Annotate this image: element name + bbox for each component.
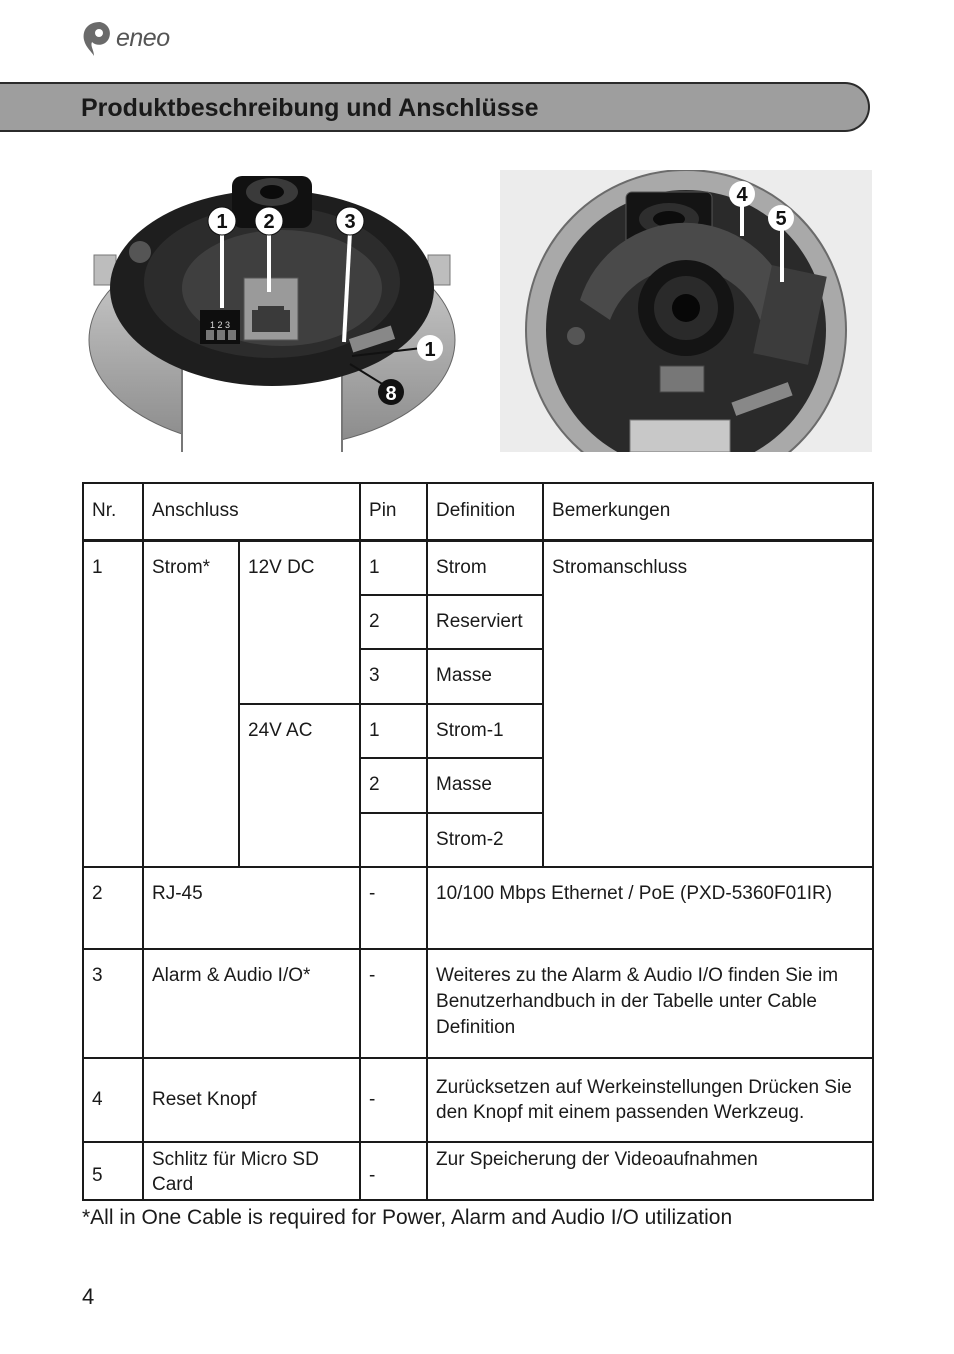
- table-row: [83, 1142, 873, 1200]
- cell-voltage-dc: 12V DC: [239, 540, 360, 704]
- cell-description: Weiteres zu the Alarm & Audio I/O finden Sie im Benutzerhandbuch in der Tabelle unter Cable Definition: [427, 949, 873, 1058]
- cell-definition: Reserviert: [427, 595, 543, 649]
- cell-pin: 3: [360, 649, 427, 704]
- eneo-logo: [80, 18, 190, 58]
- cell-pin: 2: [360, 758, 427, 813]
- cell-definition: Masse: [427, 649, 543, 704]
- header-definition: Definition: [427, 483, 543, 540]
- cell-nr: 1: [83, 540, 143, 867]
- cell-anschluss: Alarm & Audio I/O*: [143, 949, 360, 1058]
- connector-table: [82, 482, 874, 1201]
- header-bemerkungen: Bemerkungen: [543, 483, 873, 540]
- cell-pin: -: [360, 949, 427, 1058]
- cell-anschluss: Reset Knopf: [143, 1058, 360, 1142]
- header-pin: Pin: [360, 483, 427, 540]
- cell-description: Zur Speicherung der Videoaufnahmen: [427, 1142, 873, 1200]
- page-title: Produktbeschreibung und Anschlüsse: [81, 94, 539, 122]
- cell-anschluss: Strom*: [143, 540, 239, 867]
- camera-interior-illustration: [500, 170, 872, 452]
- callout-8: 8: [385, 383, 397, 405]
- cell-remark: Stromanschluss: [543, 540, 873, 867]
- table-row: [83, 540, 873, 595]
- cell-pin: -: [360, 1142, 427, 1200]
- eneo-logo-text: eneo: [116, 24, 170, 52]
- cell-description: Zurücksetzen auf Werkeinstellungen Drücken Sie den Knopf mit einem passenden Werkzeug.: [427, 1058, 873, 1142]
- cell-pin: 1: [360, 704, 427, 758]
- table-row: [83, 867, 873, 949]
- terminal-pin-label: 1 2 3: [209, 320, 231, 330]
- callout-5: 5: [775, 208, 787, 230]
- callout-4: 4: [736, 184, 748, 206]
- cell-definition: Masse: [427, 758, 543, 813]
- eneo-logo-icon: [80, 18, 116, 58]
- header-anschluss: Anschluss: [143, 483, 360, 540]
- camera-interior-photo: [500, 170, 872, 452]
- cell-nr: 5: [83, 1142, 143, 1200]
- cell-pin: -: [360, 867, 427, 949]
- callout-2: 2: [263, 211, 275, 233]
- cell-voltage-ac: 24V AC: [239, 704, 360, 867]
- camera-connectors-photo: [82, 170, 462, 452]
- table-row: [83, 949, 873, 1058]
- callout-3: 3: [344, 211, 356, 233]
- callout-1-right: 1: [424, 339, 436, 361]
- table-row: [83, 1058, 873, 1142]
- cell-pin: -: [360, 1058, 427, 1142]
- cell-definition: Strom-2: [427, 813, 543, 867]
- cell-definition: Strom: [427, 540, 543, 595]
- cell-pin: 1: [360, 540, 427, 595]
- cell-description: 10/100 Mbps Ethernet / PoE (PXD-5360F01IR): [427, 867, 873, 949]
- cell-nr: 3: [83, 949, 143, 1058]
- cell-anschluss: RJ-45: [143, 867, 360, 949]
- cell-pin: 2: [360, 595, 427, 649]
- cell-pin: [360, 813, 427, 867]
- cell-nr: 2: [83, 867, 143, 949]
- callout-1-top: 1: [216, 211, 228, 233]
- cell-nr: 4: [83, 1058, 143, 1142]
- section-title-bar: [0, 82, 870, 132]
- table-header-row: [83, 483, 873, 540]
- footnote: *All in One Cable is required for Power, Alarm and Audio I/O utilization: [82, 1206, 733, 1229]
- page-number: 4: [82, 1284, 95, 1309]
- cell-definition: Strom-1: [427, 704, 543, 758]
- camera-connectors-illustration: [82, 170, 462, 452]
- header-nr: Nr.: [83, 483, 143, 540]
- cell-anschluss: Schlitz für Micro SD Card: [143, 1142, 360, 1200]
